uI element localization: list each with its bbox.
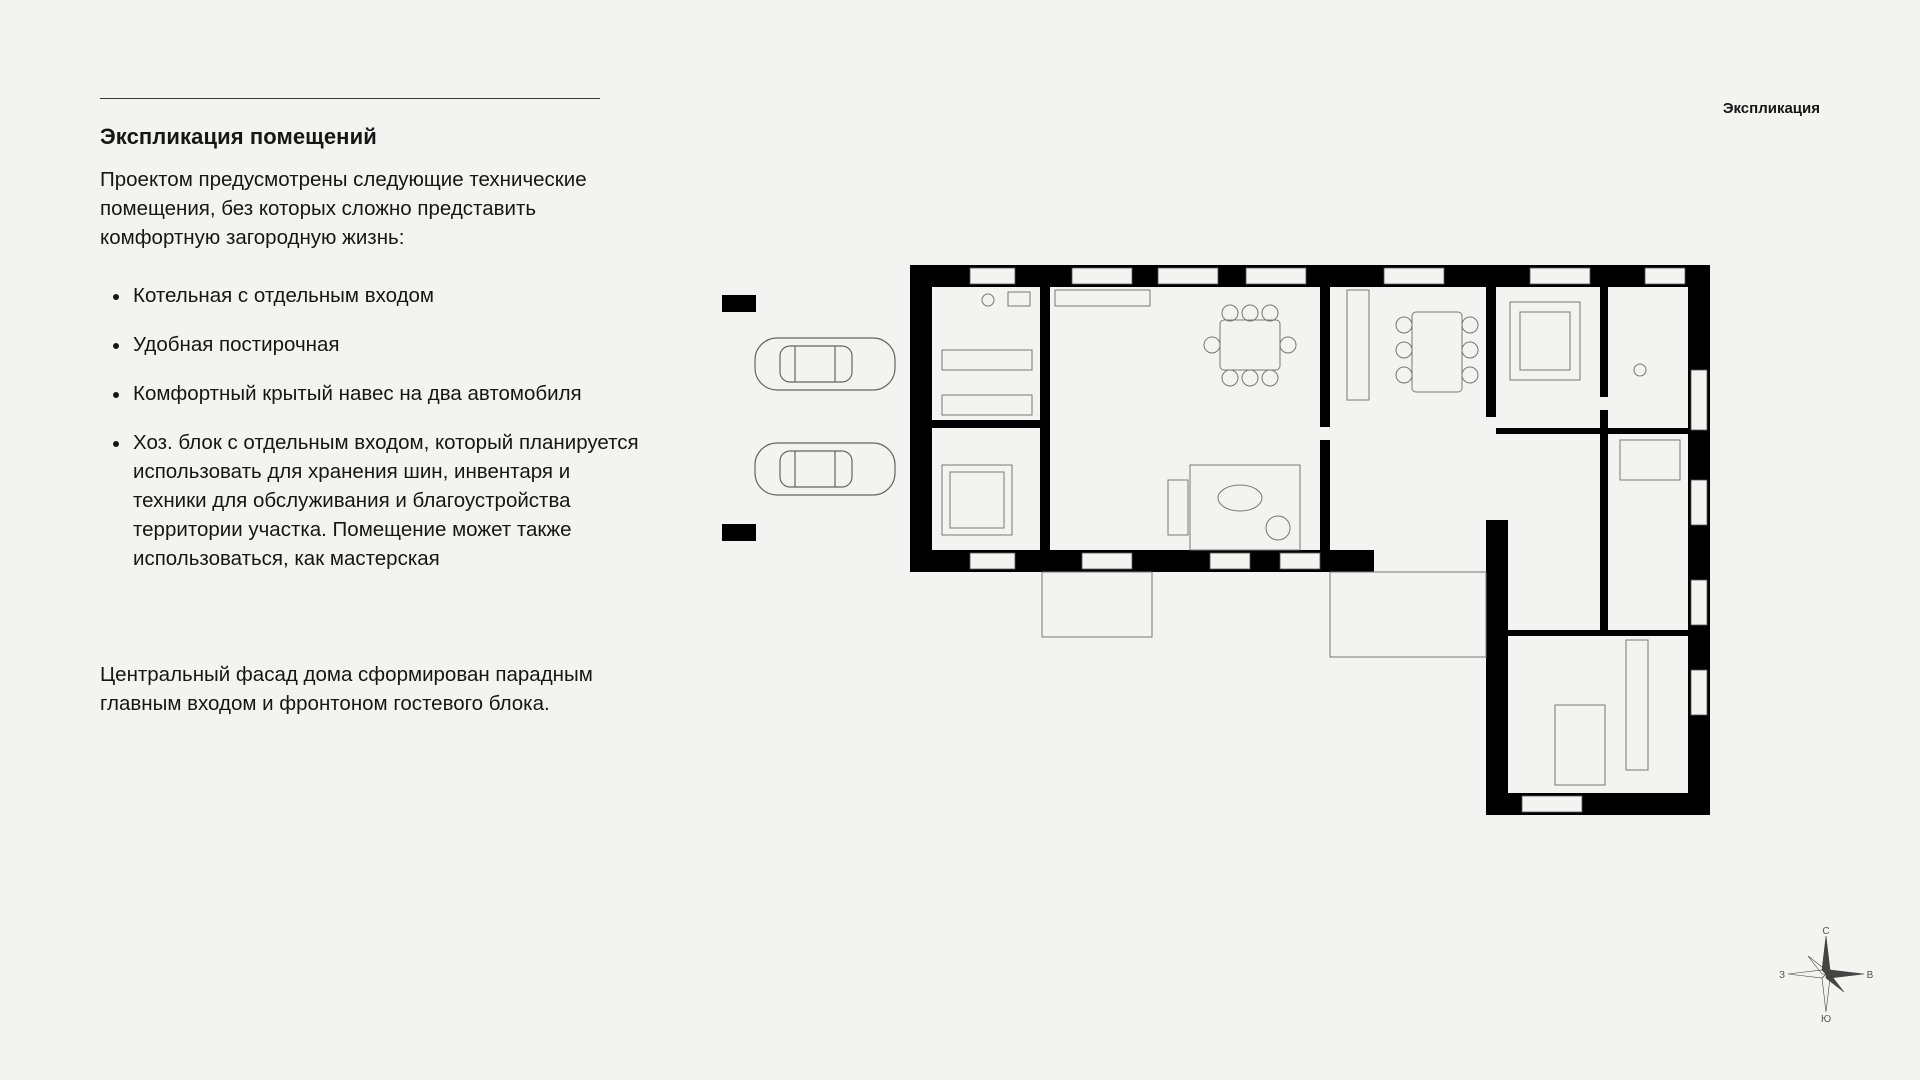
- top-divider: [100, 98, 600, 99]
- carport-post: [722, 524, 756, 541]
- list-item-utility-block: Хоз. блок с отдельным входом, который планируется использовать для хранения шин, инвентаря и техники для обслуживания и благоустройства территории участка. Помещение может также использоваться, как мастерская: [100, 428, 640, 573]
- bed-icon: [942, 465, 1012, 535]
- sink-icon: [1008, 292, 1030, 306]
- bed-icon: [1510, 302, 1580, 380]
- floor-plan-drawing: [720, 250, 1760, 850]
- toilet-icon: [1634, 364, 1646, 376]
- kitchen-counter-icon: [1055, 290, 1150, 306]
- compass-east-label: В: [1866, 970, 1874, 981]
- list-item-laundry: Удобная постирочная: [100, 330, 640, 359]
- compass-south-label: Ю: [1820, 1014, 1832, 1024]
- carport-post: [722, 295, 756, 312]
- compass-west-label: З: [1778, 970, 1786, 981]
- sofa-icon: [1555, 705, 1605, 785]
- facade-paragraph: Центральный фасад дома сформирован парадным главным входом и фронтоном гостевого блока.: [100, 663, 593, 715]
- wardrobe-icon: [1347, 290, 1369, 400]
- dining-table-icon: [1204, 305, 1296, 386]
- list-item-carport: Комфортный крытый навес на два автомобиля: [100, 379, 640, 408]
- plan-windows: [970, 268, 1707, 812]
- wardrobe-icon: [1626, 640, 1648, 770]
- intro-paragraph: Проектом предусмотрены следующие технические помещения, без которых сложно представить комфортную загородную жизнь:: [100, 168, 587, 249]
- page-title: Экспликация помещений: [100, 124, 377, 149]
- toilet-icon: [982, 294, 994, 306]
- compass-north-label: С: [1822, 926, 1830, 937]
- laundry-machine-icon: [942, 350, 1032, 370]
- car-icon: [755, 443, 895, 495]
- bath-icon: [1620, 440, 1680, 480]
- porch-outline: [1042, 572, 1152, 637]
- living-room-rug-icon: [1168, 465, 1300, 550]
- laundry-machine-icon: [942, 395, 1032, 415]
- car-icon: [755, 338, 895, 390]
- section-label: Экспликация: [1722, 100, 1820, 117]
- terrace-outline: [1330, 572, 1486, 657]
- technical-rooms-list: [100, 281, 640, 593]
- plan-walls: [910, 265, 1710, 815]
- compass-rose-icon: [1776, 924, 1876, 1024]
- list-item-boiler-room: Котельная с отдельным входом: [100, 281, 640, 310]
- dining-table-icon: [1396, 312, 1478, 392]
